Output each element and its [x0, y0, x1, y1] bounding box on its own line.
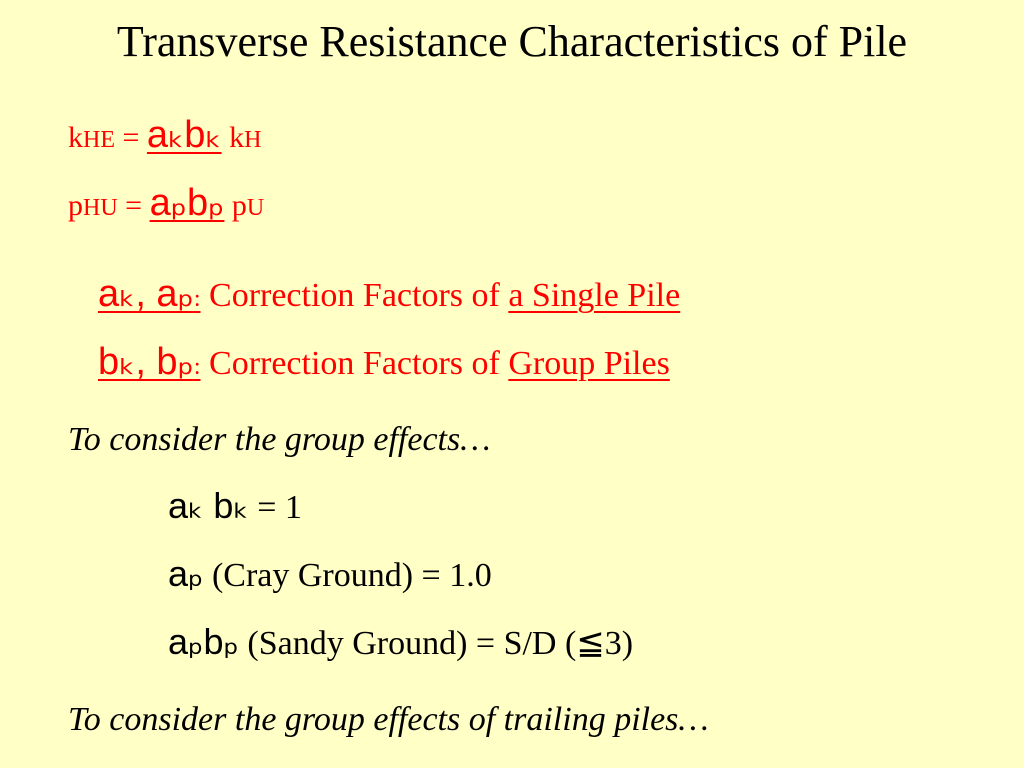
definition-a-factors — [98, 272, 680, 321]
definition-a-symbols: aₖ, aₚ — [98, 273, 194, 315]
formula-p-rhs: p — [224, 189, 247, 222]
formula-k-lhs-sub: HE — [83, 127, 115, 153]
equation-ap-symbol: aₚ — [168, 553, 204, 594]
formula-p-factor: aₚbₚ — [149, 182, 225, 224]
formula-k-rhs-sub: H — [244, 127, 262, 153]
equation-apbp-text: (Sandy Ground) = S/D (≦3) — [238, 625, 634, 662]
formula-p-lhs: p — [68, 189, 83, 222]
definition-b-colon: : — [193, 354, 201, 380]
formula-p-hu — [68, 184, 264, 227]
definition-a-emphasis: a Single Pile — [508, 277, 681, 314]
equation-ak-bk-text: = 1 — [248, 489, 302, 526]
formula-p-lhs-sub: HU — [83, 195, 118, 221]
equation-ap-cray — [168, 552, 492, 598]
definition-b-emphasis: Group Piles — [508, 345, 670, 382]
definition-a-colon: : — [193, 286, 201, 312]
equation-apbp-symbol: aₚbₚ — [168, 621, 239, 662]
equation-ak-bk — [168, 484, 302, 530]
equation-ak-bk-symbol: aₖ bₖ — [168, 485, 249, 526]
formula-p-equals: = — [117, 189, 150, 222]
formula-k-equals: = — [115, 121, 147, 154]
trailing-piles-heading: To consider the group effects of trailing piles… — [68, 701, 709, 738]
definition-a-text: Correction Factors of — [200, 277, 509, 314]
equation-ap-text: (Cray Ground) = 1.0 — [203, 557, 492, 594]
formula-k-lhs: k — [68, 121, 83, 154]
formula-k-factor: aₖbₖ — [146, 114, 222, 156]
formula-p-rhs-sub: U — [246, 195, 265, 221]
slide-title: Transverse Resistance Characteristics of Pile — [116, 17, 908, 66]
definition-b-factors — [98, 340, 670, 389]
definition-b-text: Correction Factors of — [200, 345, 509, 382]
equation-apbp-sandy — [168, 620, 633, 666]
formula-k-rhs: k — [221, 121, 245, 154]
group-effects-heading: To consider the group effects… — [68, 421, 491, 458]
formula-k-he — [68, 116, 261, 159]
definition-b-symbols: bₖ, bₚ — [98, 341, 194, 383]
